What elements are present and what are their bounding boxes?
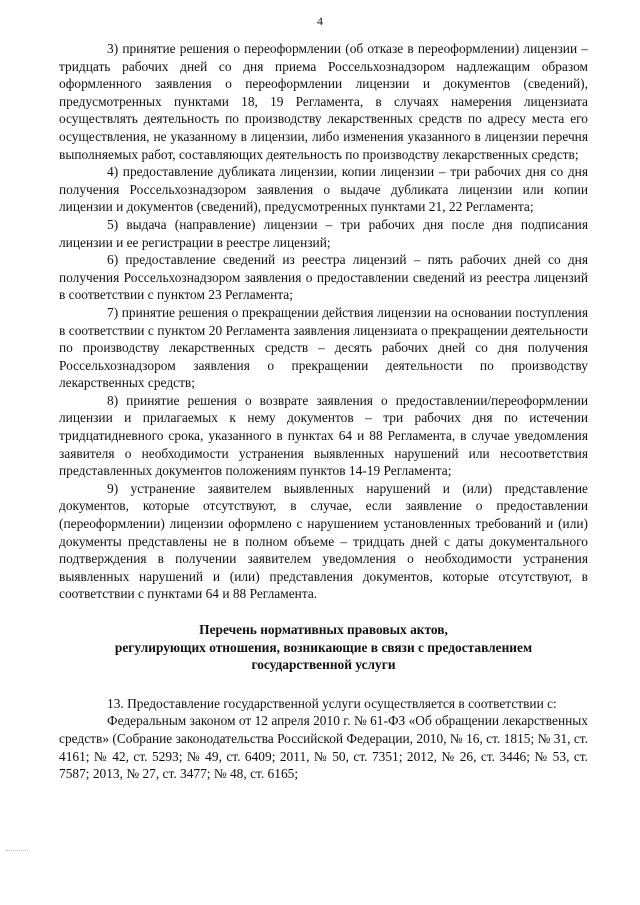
section-heading-line-3: государственной услуги (251, 657, 396, 673)
section-heading-line-2: регулирующих отношения, возникающие в связи с предоставлением (114, 639, 533, 655)
section-heading (59, 621, 588, 674)
paragraph-item-6: 6) предоставление сведений из реестра лицензий – пять рабочих дней со дня получения Россельхознадзором заявления о предоставлении сведений из реестра лицензий в соответствии с пунктом 23 Регламента; (59, 252, 588, 303)
page-number: 4 (317, 14, 323, 28)
document-body (59, 40, 588, 783)
paragraph-item-9: 9) устранение заявителем выявленных нарушений и (или) представление документов, которые отсутствуют, в случае, если заявление о предоставлении (переоформлении) лицензии оформлено с нарушением установленных требований и (или) документы представлены не в полном объеме – тридцать дней с даты документального подтверждения в получении заявителем уведомления о необходимости устранения выявленных нарушений и (или) представления документов, которые отсутствуют, в соответствии с пунктами 64 и 88 Регламента. (59, 480, 588, 602)
scan-smudge (6, 850, 28, 854)
paragraph-item-8: 8) принятие решения о возврате заявления о предоставлении/переоформлении лицензии и прилагаемых к нему документов – три рабочих дня по истечении тридцатидневного срока, указанного в пунктах 64 и 88 Регламента, в случае уведомления заявителя о необходимости устранения выявленных нарушений или несоответствия представленных документов положениям пунктов 14-19 Регламента; (59, 392, 588, 479)
paragraph-item-7: 7) принятие решения о прекращении действия лицензии на основании поступления в соответствии с пунктом 20 Регламента заявления лицензиата о прекращении деятельности по производству лекарственных средств – десять рабочих дней со дня получения Россельхознадзором заявления о прекращении деятельности по производству лекарственных средств; (59, 304, 588, 391)
paragraph-item-3: 3) принятие решения о переоформлении (об отказе в переоформлении) лицензии – тридцать рабочих дней со дня приема Россельхознадзором надлежащим образом оформленного заявления о переоформлении лицензии и документов (сведений), предусмотренных пунктами 18, 19 Регламента, в случаях намерения лицензиата осуществлять деятельность по производству лекарственных средств по адресу места его осуществления, не указанному в лицензии, либо изменения указанного в лицензии перечня выполняемых работ, составляющих деятельность по производству лекарственных средств; (59, 41, 588, 162)
paragraph-item-4: 4) предоставление дубликата лицензии, копии лицензии – три рабочих дня со дня получения Россельхознадзором заявления о выдаче дубликата лицензии или копии лицензии и документов (сведений), предусмотренных пунктами 21, 22 Регламента; (59, 164, 588, 215)
paragraph-13: 13. Предоставление государственной услуги осуществляется в соответствии с: (107, 695, 557, 711)
paragraph-federal-law: Федеральным законом от 12 апреля 2010 г. № 61-ФЗ «Об обращении лекарственных средств» (Собрание законодательства Российской Федерации, 2010, № 16, ст. 1815; № 31, ст. 4161; № 42, ст. 5293; № 49, ст. 6409; 2011, № 50, ст. 7351; 2012, № 26, ст. 3446; № 53, ст. 7587; 2013, № 27, ст. 3477; № 48, ст. 6165; (59, 713, 588, 782)
section-heading-line-1: Перечень нормативных правовых актов, (199, 622, 448, 637)
paragraph-item-5: 5) выдача (направление) лицензии – три рабочих дня после дня подписания лицензии и ее регистрации в реестре лицензий; (59, 216, 588, 250)
